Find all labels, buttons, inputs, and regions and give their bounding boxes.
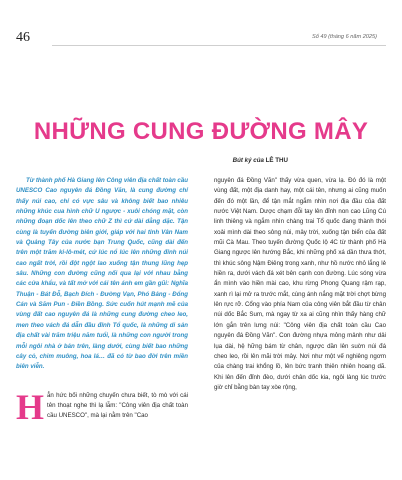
drop-cap: H: [16, 386, 45, 427]
page-number: 46: [16, 30, 30, 45]
byline: [233, 157, 288, 164]
lead-paragraph: Từ thành phố Hà Giang lên Công viên địa chất toàn cầu UNESCO Cao nguyên đá Đồng Văn, là cung đường chỉ thấy núi cao, chỉ có vực sâu và không biết bao nhiêu những khúc cua hình chữ U ngược - xuôi chóng mặt, còn những đoạn dốc lên theo chữ Z thì cứ dài dằng dặc. Tận cùng là tuyến đường biên giới, giáp với hai tỉnh Vân Nam và Quảng Tây của nước bạn Trung Quốc, cũng dài đến trên một trăm ki-lô-mét, cứ lúc nổ lúc lên những đỉnh núi cao ngất trời, rồi đột ngột lao xuống tận thung lũng hẹp sâu. Những con đường cũng nối qua lại với nhau bằng các cửa khẩu, và tất mở với cái tên ánh em gần gũi: Nghĩa Thuận - Bát Đỗ, Bạch Đích - Đường Vạn, Phó Bảng - Đổng Cán và Săm Pun - Điền Bồng. Sức cuốn hút mạnh mẽ của vùng đất cao nguyên đá là những cung đường cheo leo, men theo vách đá dẫn đầu đỉnh Tổ quốc, là những di sản địa chất vài trăm triệu năm tuổi, là những con người trong mỗi ngôi nhà ở bản trên, làng dưới, cùng biết bao những cây cỏ, chim muông, hoa lá… đã có từ bao đời trên miền biên viễn.: [16, 177, 189, 371]
author-name: LÊ THU: [265, 157, 288, 164]
issue-label: Số 49 (tháng 6 năm 2025): [312, 34, 377, 40]
byline-prefix: Bút ký của: [232, 157, 266, 164]
body-paragraph-continued: nguyên đá Đồng Văn" thấy vừa quen, vừa lạ. Đó đó là một vùng đất, một địa danh hay, một cái tên, nhưng ai cũng muốn đến đó một lần, để tận mắt ngắm nhìn nơi địa đầu của đất nước Việt Nam. Dược chạm đỗi tay lên đỉnh non cao Lũng Cú linh thiêng và ngắm nhìn chàng trai Tổ quốc đang thành thói xoải mình dài theo sông núi, mây trời, xuống tận biển của đất mũi Cà Mau. Theo tuyến đường Quốc lộ 4C từ thành phố Hà Giang ngược lên hướng Bắc, khi những phố xá dần thưa thớt, thì khúc sông Nậm Điêng trong xanh, như hồ nước nhỏ lắng lẻ hiền ra, dưới vách đá xét bên cạnh con đường. Lúc sóng vừa ẩn mình vào hiền mài cao, khu rừng Phong Quang rậm rạp, xanh rì lại mở ra trước mắt, cùng ánh nắng mặt trời chợt bừng lên rực rỡ. Cổng vào phía Nam của công viên bắt đầu từ chân núi dốc Bắc Sum, mà ngay từ xa ai cũng nhìn thấy hàng chữ lớn gắn trên lưng núi: "Công viên địa chất toàn cầu Cao nguyên đá Đồng Văn". Con đường nhựa mỏng mảnh như dải lụa dài, hệ hững bám từ chân, ngược dần lên suờn núi đá cheo leo, rồi lên mãi trời mây. Nơi như một vế nghiêng ngơm của chàng trai khổng lồ, lên bức tranh thiên nhiên hoang dã. Khi lên đến đỉnh đèo, dưới chân dốc kia, ngôi làng lúc trước giờ chỉ bằng bàn tay xòe rộng,: [214, 177, 386, 391]
article-title: NHỮNG CUNG ĐƯỜNG MÂY: [33, 118, 369, 145]
left-column: [16, 176, 189, 427]
right-column: [214, 176, 386, 393]
body-text-left: ẳn hức bối những chuyến chưa biết, tò mò với cái tên thoạt nghe thì lạ lẫm: "Công viên địa chất toàn cầu UNESCO", mà lại nằm trên "Cao: [47, 391, 188, 420]
body-paragraph-start: [16, 386, 188, 427]
header-rule: [52, 45, 386, 46]
